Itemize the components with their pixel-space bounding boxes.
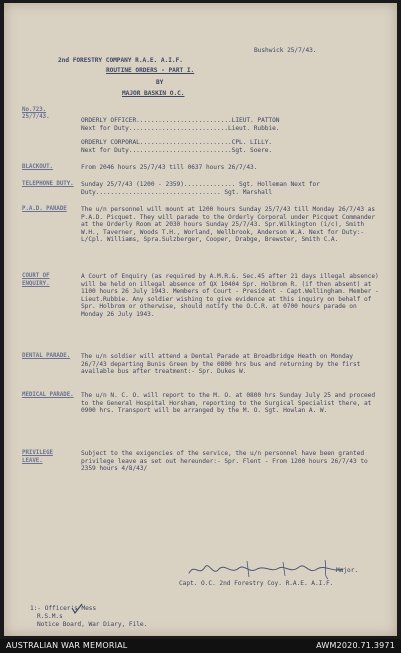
section-text-court: A Court of Enquiry (as required by A.M.R.&. Sec.45 after 21 days illegal absence) will be held on illegal absence of QX 10404 Spr. Holbrom R. (if then absent) at 1100 hours 26 July 1943. Members of Court - President - Capt.Wellingham. Member - Lieut.Rubbie. Any soldier wishing to give evidence at this inquiry on behalf of Spr. Holbrom or otherwise, should notify the O.C.R. at 0700 hours parade on Monday 26 July 1943. [81,273,379,318]
commander-name: MAJOR BASKIN O.C. [122,90,185,97]
footer-institution: AUSTRALIAN WAR MEMORIAL [6,641,128,650]
orderly-officer-line: ORDERLY OFFICER..........................LIEUT. PATTON [81,117,280,124]
distribution-mess: 1:- Officer's Mess [30,605,97,612]
unit-heading: 2nd FORESTRY COMPANY R.A.E. A.I.F. [58,57,183,64]
section-label-telephone: TELEPHONE DUTY. [22,181,74,187]
order-number: No.723. [22,107,47,113]
document-page [4,3,397,636]
section-text-blackout: From 2046 hours 25/7/43 till 0637 hours 26/7/43. [81,164,258,171]
section-label-leave: PRIVILEGE LEAVE. [22,450,53,464]
footer-accession-number: AWM2020.71.3971 [316,641,395,650]
archive-footer [0,639,401,653]
next-for-duty-officer: Next for Duty...........................Lieut. Rubbie. [81,125,280,132]
order-date: 25/7/43. [22,114,50,120]
orderly-corporal-line: ORDERLY CORPORAL.........................CPL. LILLY. [81,139,273,146]
section-label-pad: P.A.D. PARADE [22,206,67,212]
signature-line: Capt. O.C. 2nd Forestry Coy. R.A.E. A.I.F. [179,580,334,587]
section-text-telephone: Sunday 25/7/43 (1200 - 2359).............. Sgt. Holleman Next for Duty.................................. Sgt. Marshall [81,181,320,196]
section-label-blackout: BLACKOUT. [22,164,53,170]
document-title: ROUTINE ORDERS - PART I. [106,67,195,74]
document-date: Bushwick 25/7/43. [254,47,317,54]
by-line: BY [156,79,164,86]
section-label-court: COURT OF ENQUIRY. [22,273,50,287]
checkmark-icon [71,603,83,615]
section-text-pad: The u/n personnel will mount at 1200 hours Sunday 25/7/43 till Monday 26/7/43 as P.A.D. Picquet. They will parade to the Orderly Corporal under Picquet Commander at the Orderly Room at 2030 hours Sunday 25/7/43. Spr.Wilkington (i/c), Smith W.H., Taverner, Woods T.H., Worland, Wellbrook, Anderson W.A. Next for Duty:- L/Cpl. Williams, Spra.Sulzberger, Cooper, Drabge, Brewster, Smith C.A. [81,206,376,244]
signature-rank: Major. [336,567,359,574]
distribution-rsm: R.S.M.s [37,613,63,620]
section-text-leave: Subject to the exigencies of the service, the u/n personnel have been granted privilege leave as set out hereunder:- Spr. Flent - From 1200 hours 26/7/43 to 2359 hours 4/8/43/ [81,450,368,473]
section-label-dental: DENTAL PARADE. [22,353,71,359]
section-label-medical: MEDICAL PARADE. [22,392,74,398]
distribution-notice: Notice Board, War Diary, File. [37,621,148,628]
next-for-duty-corporal: Next for Duty............................Sgt. Soere. [81,147,273,154]
section-text-medical: The u/n N. C. O. will report to the M. O. at 0800 hrs Sunday July 25 and proceed to the General Hospital Horsham, reporting to the Surgical Specialist there, at 0900 hrs. Transport will be arranged by the M. O. Sgt. Howlan A. W. [81,392,376,415]
section-text-dental: The u/n soldier will attend a Dental Parade at Broadbridge Heath on Monday 26/7/43 departing Bunis Green by the 0800 hrs bus and returning by the first available bus after treatment:- Spr. Dukes W. [81,353,361,376]
